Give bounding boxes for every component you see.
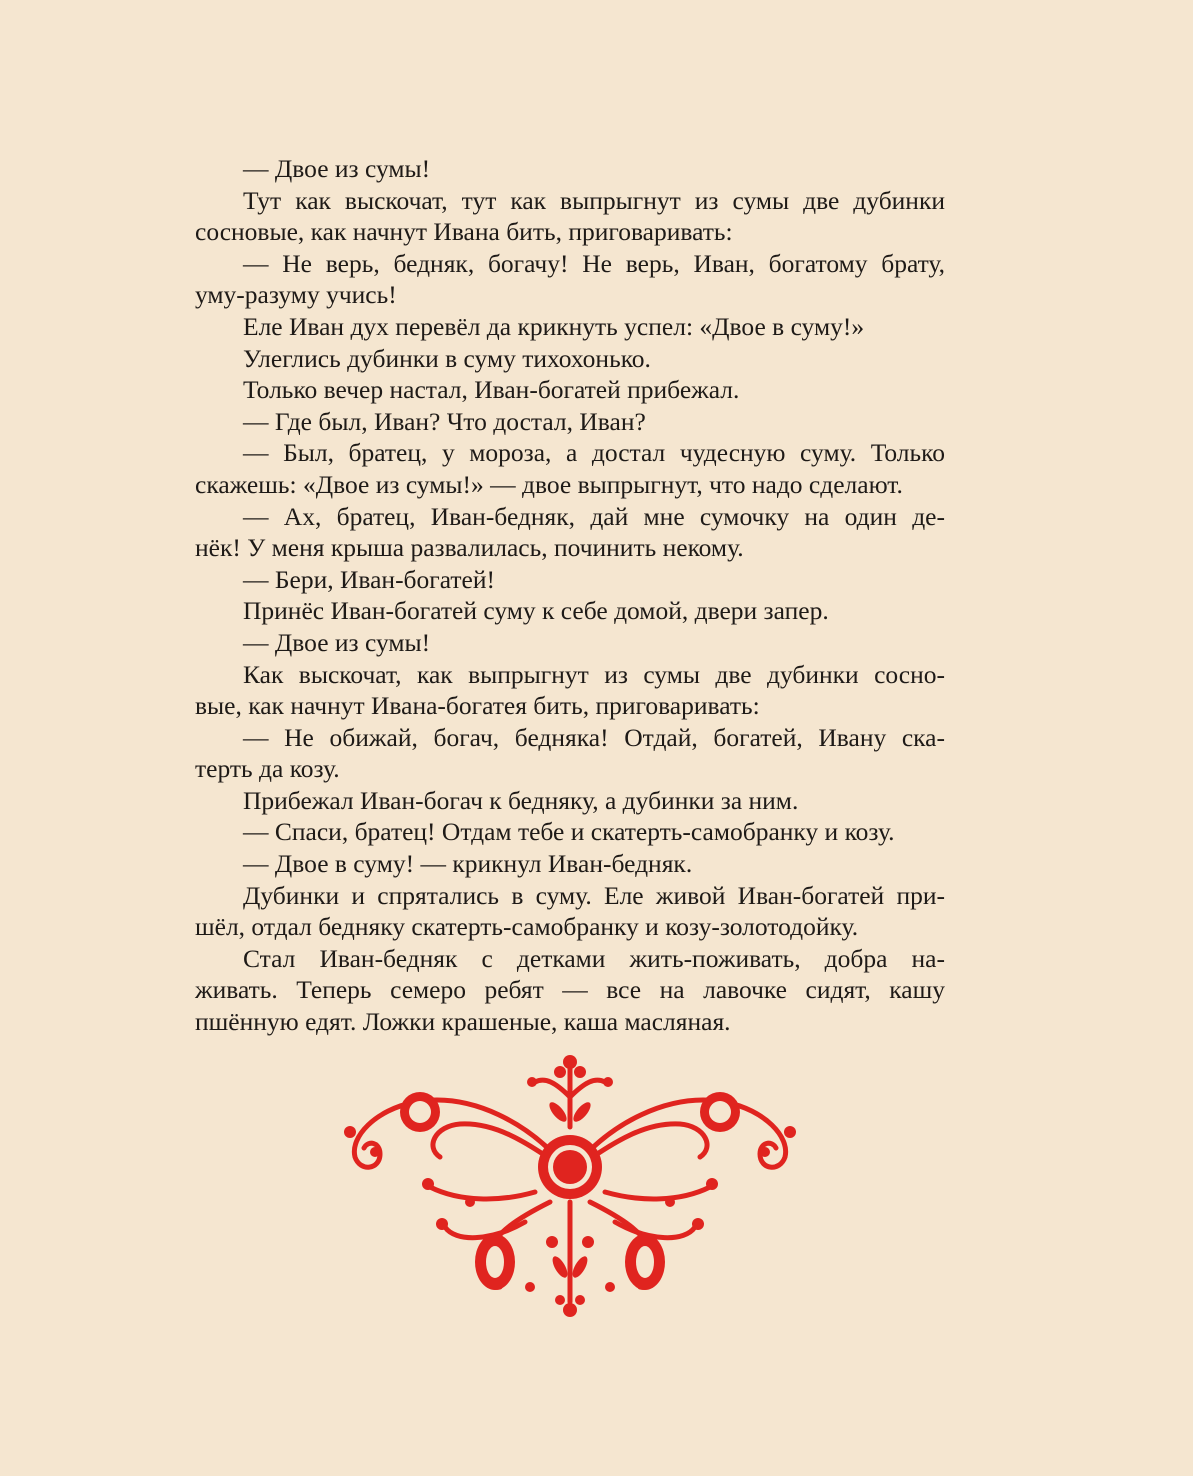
text-line: Только вечер настал, Иван-богатей прибежал. [243,375,740,405]
text-line: уму-разуму учись! [195,280,397,310]
text-line: нёк! У меня крыша развалилась, починить некому. [195,533,744,563]
text-line: Прибежал Иван-богач к бедняку, а дубинки за ним. [243,785,799,815]
text-line: шёл, отдал бедняку скатерть-самобранку и козу-золотодойку. [195,912,859,942]
text-line: — Не верь, бедняк, богачу! Не верь, Иван, богатому брату, [243,248,945,278]
text-line: — Бери, Иван-богатей! [243,564,495,594]
text-line: сосновые, как начнут Ивана бить, приговаривать: [195,217,733,247]
text-line: — Был, братец, у мороза, а достал чудесную суму. Только [243,438,945,468]
text-line: вые, как начнут Ивана-богатея бить, приговаривать: [195,691,760,721]
text-line: терть да козу. [195,754,340,784]
text-line: Стал Иван-бедняк с детками жить-поживать, добра на- [243,943,945,973]
text-line: — Двое из сумы! [243,627,431,657]
text-line: Еле Иван дух перевёл да крикнуть успел: «Двое в суму!» [243,311,865,341]
text-line: Как выскочат, как выпрыгнут из сумы две дубинки сосно- [243,659,945,689]
text-line: — Не обижай, богач, бедняка! Отдай, богатей, Ивану ска- [243,722,945,752]
text-line: — Двое в суму! — крикнул Иван-бедняк. [243,849,693,879]
text-line: Улеглись дубинки в суму тихохонько. [243,343,651,373]
text-line: Тут как выскочат, тут как выпрыгнут из сумы две дубинки [243,185,945,215]
folk-floral-ornament-icon [320,1052,820,1317]
text-line: Дубинки и спрятались в суму. Еле живой Иван-богатей при- [243,880,945,910]
text-line: — Двое из сумы! [243,154,431,183]
text-line: скажешь: «Двое из сумы!» — двое выпрыгнут, что надо сделают. [195,469,903,499]
text-line: пшённую едят. Ложки крашеные, каша масляная. [195,1007,731,1037]
text-line: — Где был, Иван? Что достал, Иван? [243,406,646,436]
text-line: — Спаси, братец! Отдам тебе и скатерть-самобранку и козу. [243,817,895,847]
text-line: Принёс Иван-богатей суму к себе домой, двери запер. [243,596,829,626]
text-line: — Ах, братец, Иван-бедняк, дай мне сумочку на один де- [243,501,945,531]
text-line: живать. Теперь семеро ребят — все на лавочке сидят, кашу [195,975,945,1005]
story-text [195,153,945,1038]
